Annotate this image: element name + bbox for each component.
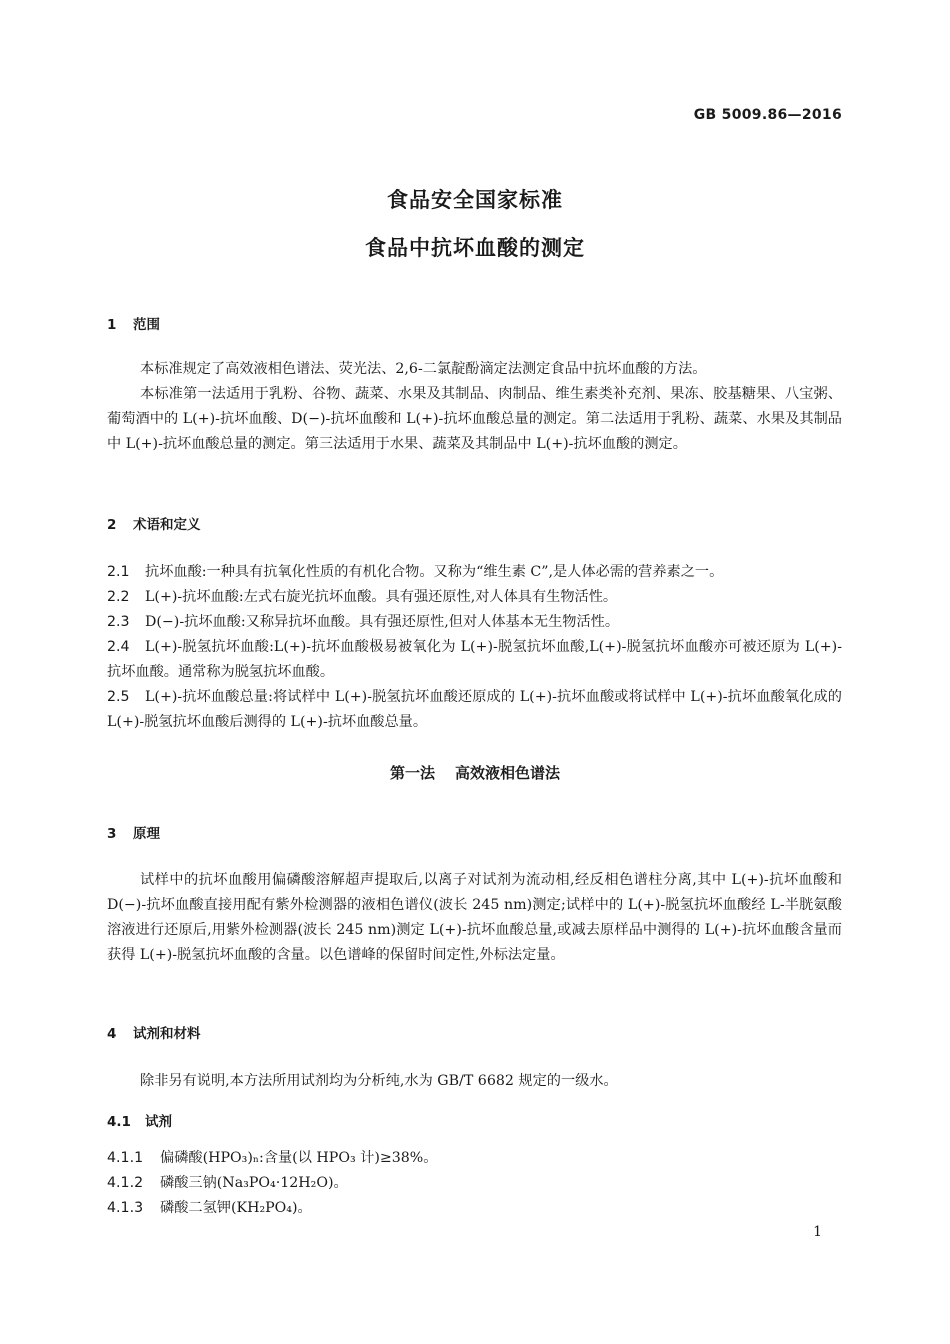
section-number: 3	[107, 826, 117, 842]
paragraph: 除非另有说明,本方法所用试剂均为分析纯,水为 GB/T 6682 规定的一级水。	[140, 1073, 618, 1089]
item-text: 磷酸三钠(Na₃PO₄·12H₂O)。	[160, 1175, 348, 1191]
section-heading-2	[107, 513, 201, 533]
subsection-title: 试剂	[145, 1114, 172, 1130]
section-title: 术语和定义	[133, 517, 201, 533]
item-text: 偏磷酸(HPO₃)ₙ:含量(以 HPO₃ 计)≥38%。	[160, 1150, 438, 1166]
reagent-item	[107, 1171, 842, 1196]
item-text: 抗坏血酸:一种具有抗氧化性质的有机化合物。又称为“维生素 C”,是人体必需的营养素之一。	[145, 564, 724, 580]
item-text: L(+)-脱氢抗坏血酸:L(+)-抗坏血酸极易被氧化为 L(+)-脱氢抗坏血酸,L(+)-脱氢抗坏血酸亦可被还原为 L(+)-抗坏血酸。通常称为脱氢抗坏血酸。	[107, 639, 842, 680]
item-text: L(+)-抗坏血酸:左式右旋光抗坏血酸。具有强还原性,对人体具有生物活性。	[145, 589, 618, 605]
item-number: 2.4	[107, 639, 130, 655]
item-number: 2.5	[107, 689, 130, 705]
definition-item	[107, 635, 842, 685]
method-name: 高效液相色谱法	[455, 764, 561, 782]
definition-item	[107, 685, 842, 735]
section-heading-4	[107, 1022, 201, 1042]
section-number: 2	[107, 517, 117, 533]
section-title: 范围	[133, 317, 160, 333]
page-number: 1	[813, 1224, 822, 1240]
item-number: 2.2	[107, 589, 130, 605]
definition-item	[107, 610, 842, 635]
paragraph: 本标准第一法适用于乳粉、谷物、蔬菜、水果及其制品、肉制品、维生素类补充剂、果冻、胶基糖果、八宝粥、葡萄酒中的 L(+)-抗坏血酸、D(−)-抗坏血酸和 L(+)-抗坏血酸总量的测定。第二法适用于乳粉、蔬菜、水果及其制品中 L(+)-抗坏血酸总量的测定。第三法适用于水果、蔬菜及其制品中 L(+)-抗坏血酸的测定。	[107, 386, 842, 452]
subsection-heading	[107, 1110, 172, 1130]
standard-code: GB 5009.86—2016	[693, 107, 842, 123]
item-text: 磷酸二氢钾(KH₂PO₄)。	[160, 1200, 312, 1216]
section-number: 1	[107, 317, 117, 333]
item-text: D(−)-抗坏血酸:又称异抗坏血酸。具有强还原性,但对人体基本无生物活性。	[145, 614, 620, 630]
item-text: L(+)-抗坏血酸总量:将试样中 L(+)-脱氢抗坏血酸还原成的 L(+)-抗坏血酸或将试样中 L(+)-抗坏血酸氧化成的 L(+)-脱氢抗坏血酸后测得的 L(+)-抗坏血酸总量。	[107, 689, 842, 730]
definition-item	[107, 585, 842, 610]
reagent-item	[107, 1146, 842, 1171]
item-number: 4.1.2	[107, 1175, 144, 1191]
subsection-number: 4.1	[107, 1114, 131, 1130]
item-number: 4.1.1	[107, 1150, 144, 1166]
title-line-1: 食品安全国家标准	[387, 188, 563, 212]
section-heading-1	[107, 313, 160, 333]
paragraph: 试样中的抗坏血酸用偏磷酸溶解超声提取后,以离子对试剂为流动相,经反相色谱柱分离,其中 L(+)-抗坏血酸和 D(−)-抗坏血酸直接用配有紫外检测器的液相色谱仪(波长 245 nm)测定;试样中的 L(+)-脱氢抗坏血酸经 L-半胱氨酸溶液进行还原后,用紫外检测器(波长 245 nm)测定 L(+)-抗坏血酸总量,或减去原样品中测得的 L(+)-抗坏血酸含量而获得 L(+)-脱氢抗坏血酸的含量。以色谱峰的保留时间定性,外标法定量。	[107, 872, 842, 963]
paragraph: 本标准规定了高效液相色谱法、荧光法、2,6-二氯靛酚滴定法测定食品中抗坏血酸的方法。	[140, 361, 707, 377]
definition-item	[107, 560, 842, 585]
method-label: 第一法	[389, 764, 435, 782]
item-number: 2.3	[107, 614, 130, 630]
reagent-item	[107, 1196, 842, 1221]
title-line-2: 食品中抗坏血酸的测定	[365, 236, 585, 260]
section-number: 4	[107, 1026, 117, 1042]
item-number: 2.1	[107, 564, 130, 580]
section-title: 试剂和材料	[133, 1026, 201, 1042]
section-heading-3	[107, 822, 160, 842]
item-number: 4.1.3	[107, 1200, 144, 1216]
method-heading	[0, 762, 950, 783]
section-title: 原理	[133, 826, 160, 842]
